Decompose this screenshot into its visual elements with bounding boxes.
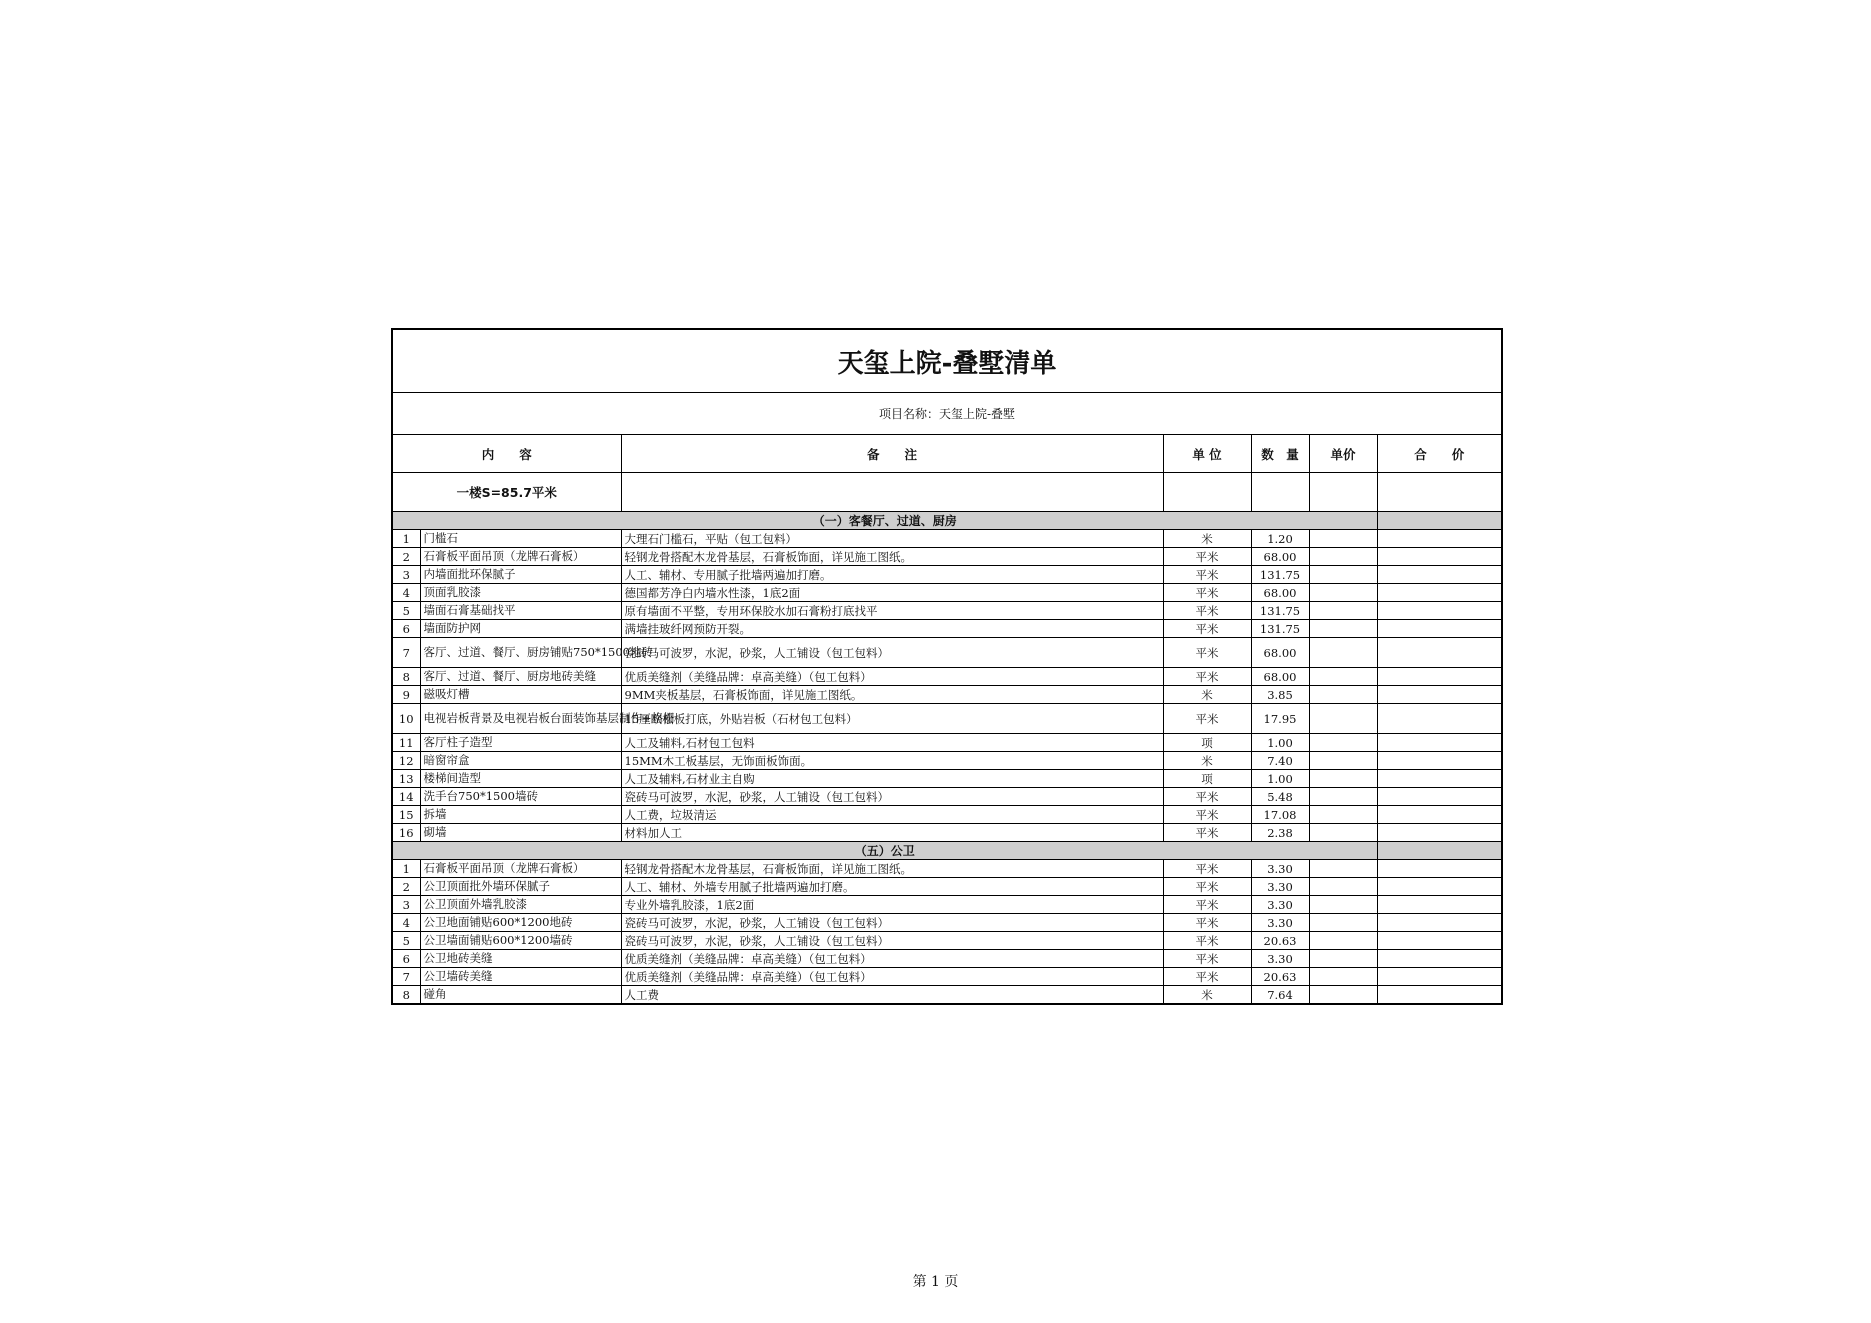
- row-remark: 15厘欧松板打底，外贴岩板（石材包工包料）: [621, 704, 1163, 734]
- row-number: 10: [392, 704, 420, 734]
- floor-unit-empty: [1163, 473, 1251, 512]
- row-content: 石膏板平面吊顶（龙牌石膏板）: [420, 548, 621, 566]
- row-total: [1377, 788, 1502, 806]
- row-unit: 平米: [1163, 584, 1251, 602]
- row-total: [1377, 860, 1502, 878]
- row-qty: 68.00: [1251, 548, 1309, 566]
- row-qty: 20.63: [1251, 968, 1309, 986]
- row-remark: 瓷砖马可波罗，水泥，砂浆，人工铺设（包工包料）: [621, 788, 1163, 806]
- table-row: [392, 620, 1502, 638]
- row-qty: 68.00: [1251, 668, 1309, 686]
- row-price: [1309, 968, 1377, 986]
- row-price: [1309, 686, 1377, 704]
- row-content: 公卫顶面外墙乳胶漆: [420, 896, 621, 914]
- section-header-row: [392, 512, 1502, 530]
- row-price: [1309, 860, 1377, 878]
- row-unit: 平米: [1163, 932, 1251, 950]
- quote-sheet-table: [391, 328, 1503, 1005]
- row-qty: 7.40: [1251, 752, 1309, 770]
- row-total: [1377, 530, 1502, 548]
- row-content: 墙面石膏基础找平: [420, 602, 621, 620]
- row-qty: 1.00: [1251, 770, 1309, 788]
- row-qty: 20.63: [1251, 932, 1309, 950]
- row-remark: 9MM夹板基层，石膏板饰面，详见施工图纸。: [621, 686, 1163, 704]
- row-number: 7: [392, 968, 420, 986]
- row-price: [1309, 566, 1377, 584]
- row-content: 洗手台750*1500墙砖: [420, 788, 621, 806]
- row-remark: 材料加人工: [621, 824, 1163, 842]
- row-qty: 3.30: [1251, 950, 1309, 968]
- row-unit: 平米: [1163, 704, 1251, 734]
- section-1-title: （一）客餐厅、过道、厨房: [392, 512, 1377, 530]
- row-content: 门槛石: [420, 530, 621, 548]
- row-number: 9: [392, 686, 420, 704]
- row-content: 客厅、过道、餐厅、厨房地砖美缝: [420, 668, 621, 686]
- row-remark: 轻钢龙骨搭配木龙骨基层，石膏板饰面，详见施工图纸。: [621, 548, 1163, 566]
- row-unit: 米: [1163, 752, 1251, 770]
- table-row: [392, 704, 1502, 734]
- floor-qty-empty: [1251, 473, 1309, 512]
- row-remark: 人工、辅材、外墙专用腻子批墙两遍加打磨。: [621, 878, 1163, 896]
- table-row: [392, 986, 1502, 1005]
- section-2-body: [392, 842, 1502, 1005]
- row-remark: 原有墙面不平整，专用环保胶水加石膏粉打底找平: [621, 602, 1163, 620]
- row-number: 3: [392, 566, 420, 584]
- row-unit: 平米: [1163, 638, 1251, 668]
- row-content: 内墙面批环保腻子: [420, 566, 621, 584]
- table-row: [392, 968, 1502, 986]
- row-unit: 平米: [1163, 566, 1251, 584]
- row-number: 7: [392, 638, 420, 668]
- row-price: [1309, 932, 1377, 950]
- column-header-row: [392, 435, 1502, 473]
- row-number: 16: [392, 824, 420, 842]
- row-number: 4: [392, 914, 420, 932]
- row-qty: 131.75: [1251, 602, 1309, 620]
- section-1-body: [392, 512, 1502, 842]
- row-remark: 瓷砖马可波罗，水泥，砂浆，人工铺设（包工包料）: [621, 932, 1163, 950]
- row-unit: 平米: [1163, 620, 1251, 638]
- page-footer: 第 1 页: [912, 1274, 959, 1290]
- row-qty: 17.08: [1251, 806, 1309, 824]
- section-2-blank: [1377, 842, 1502, 860]
- table-row: [392, 860, 1502, 878]
- row-price: [1309, 638, 1377, 668]
- row-total: [1377, 986, 1502, 1005]
- table-row: [392, 530, 1502, 548]
- row-content: 拆墙: [420, 806, 621, 824]
- row-price: [1309, 602, 1377, 620]
- row-number: 6: [392, 950, 420, 968]
- row-qty: 3.30: [1251, 878, 1309, 896]
- row-qty: 2.38: [1251, 824, 1309, 842]
- row-qty: 17.95: [1251, 704, 1309, 734]
- row-qty: 3.30: [1251, 896, 1309, 914]
- row-total: [1377, 914, 1502, 932]
- row-price: [1309, 668, 1377, 686]
- row-unit: 平米: [1163, 806, 1251, 824]
- row-total: [1377, 638, 1502, 668]
- row-content: 暗窗帘盒: [420, 752, 621, 770]
- row-content: 公卫地面铺贴600*1200地砖: [420, 914, 621, 932]
- row-unit: 项: [1163, 734, 1251, 752]
- floor-price-empty: [1309, 473, 1377, 512]
- row-total: [1377, 878, 1502, 896]
- row-number: 8: [392, 668, 420, 686]
- table-row: [392, 770, 1502, 788]
- row-number: 4: [392, 584, 420, 602]
- row-content: 客厅柱子造型: [420, 734, 621, 752]
- table-row: [392, 548, 1502, 566]
- row-total: [1377, 752, 1502, 770]
- table-row: [392, 584, 1502, 602]
- row-total: [1377, 734, 1502, 752]
- row-qty: 1.00: [1251, 734, 1309, 752]
- table-row: [392, 752, 1502, 770]
- row-remark: 优质美缝剂（美缝品牌：卓高美缝）（包工包料）: [621, 968, 1163, 986]
- row-unit: 平米: [1163, 896, 1251, 914]
- row-number: 15: [392, 806, 420, 824]
- row-number: 3: [392, 896, 420, 914]
- table-row: [392, 896, 1502, 914]
- row-remark: 专业外墙乳胶漆，1底2面: [621, 896, 1163, 914]
- header-unit: 单 位: [1163, 435, 1251, 473]
- row-content: 公卫地砖美缝: [420, 950, 621, 968]
- row-content: 墙面防护网: [420, 620, 621, 638]
- table-row: [392, 638, 1502, 668]
- row-remark: 15MM木工板基层，无饰面板饰面。: [621, 752, 1163, 770]
- row-remark: 德国都芳净白内墙水性漆，1底2面: [621, 584, 1163, 602]
- row-remark: 人工费，垃圾清运: [621, 806, 1163, 824]
- row-qty: 7.64: [1251, 986, 1309, 1005]
- row-unit: 平米: [1163, 950, 1251, 968]
- row-price: [1309, 914, 1377, 932]
- row-unit: 平米: [1163, 668, 1251, 686]
- row-number: 12: [392, 752, 420, 770]
- row-number: 6: [392, 620, 420, 638]
- row-total: [1377, 686, 1502, 704]
- row-price: [1309, 734, 1377, 752]
- row-remark: 人工及辅料,石材业主自购: [621, 770, 1163, 788]
- row-total: [1377, 932, 1502, 950]
- row-price: [1309, 806, 1377, 824]
- row-price: [1309, 584, 1377, 602]
- row-total: [1377, 548, 1502, 566]
- row-qty: 3.30: [1251, 860, 1309, 878]
- floor-remark-empty: [621, 473, 1163, 512]
- row-unit: 平米: [1163, 860, 1251, 878]
- header-total: 合 价: [1377, 435, 1502, 473]
- row-remark: 瓷砖马可波罗，水泥，砂浆，人工铺设（包工包料）: [621, 914, 1163, 932]
- table-row: [392, 950, 1502, 968]
- row-unit: 米: [1163, 530, 1251, 548]
- row-total: [1377, 704, 1502, 734]
- row-price: [1309, 620, 1377, 638]
- table-row: [392, 668, 1502, 686]
- row-total: [1377, 968, 1502, 986]
- header-content: 内 容: [392, 435, 621, 473]
- row-price: [1309, 752, 1377, 770]
- header-remark: 备 注: [621, 435, 1163, 473]
- row-remark: 人工、辅材、专用腻子批墙两遍加打磨。: [621, 566, 1163, 584]
- row-number: 2: [392, 548, 420, 566]
- row-total: [1377, 602, 1502, 620]
- header-qty: 数 量: [1251, 435, 1309, 473]
- row-price: [1309, 530, 1377, 548]
- floor-label: 一楼S=85.7平米: [392, 473, 621, 512]
- floor-row: [392, 473, 1502, 512]
- row-remark: 优质美缝剂（美缝品牌：卓高美缝）（包工包料）: [621, 950, 1163, 968]
- row-price: [1309, 986, 1377, 1005]
- row-qty: 68.00: [1251, 638, 1309, 668]
- row-unit: 平米: [1163, 602, 1251, 620]
- row-total: [1377, 806, 1502, 824]
- row-remark: 轻钢龙骨搭配木龙骨基层，石膏板饰面，详见施工图纸。: [621, 860, 1163, 878]
- row-total: [1377, 824, 1502, 842]
- header-price: 单价: [1309, 435, 1377, 473]
- row-price: [1309, 788, 1377, 806]
- row-price: [1309, 896, 1377, 914]
- row-price: [1309, 950, 1377, 968]
- table-row: [392, 686, 1502, 704]
- table-row: [392, 734, 1502, 752]
- row-unit: 平米: [1163, 788, 1251, 806]
- row-unit: 平米: [1163, 878, 1251, 896]
- row-number: 1: [392, 530, 420, 548]
- table-row: [392, 878, 1502, 896]
- table-row: [392, 914, 1502, 932]
- table-row: [392, 824, 1502, 842]
- row-unit: 米: [1163, 986, 1251, 1005]
- row-qty: 3.30: [1251, 914, 1309, 932]
- row-content: 砌墙: [420, 824, 621, 842]
- row-remark: 瓷砖马可波罗，水泥，砂浆，人工铺设（包工包料）: [621, 638, 1163, 668]
- section-header-row: [392, 842, 1502, 860]
- row-number: 14: [392, 788, 420, 806]
- sheet-title: 天玺上院-叠墅清单: [392, 329, 1502, 393]
- table-row: [392, 806, 1502, 824]
- row-content: 公卫墙砖美缝: [420, 968, 621, 986]
- row-total: [1377, 620, 1502, 638]
- row-content: 碰角: [420, 986, 621, 1005]
- row-content: 公卫墙面铺贴600*1200墙砖: [420, 932, 621, 950]
- row-unit: 项: [1163, 770, 1251, 788]
- row-unit: 平米: [1163, 914, 1251, 932]
- project-name-line: 项目名称：天玺上院-叠墅: [392, 393, 1502, 435]
- row-price: [1309, 770, 1377, 788]
- row-price: [1309, 878, 1377, 896]
- row-number: 2: [392, 878, 420, 896]
- row-qty: 1.20: [1251, 530, 1309, 548]
- row-qty: 131.75: [1251, 620, 1309, 638]
- table-row: [392, 932, 1502, 950]
- row-qty: 5.48: [1251, 788, 1309, 806]
- row-content: 磁吸灯槽: [420, 686, 621, 704]
- row-price: [1309, 824, 1377, 842]
- table-row: [392, 602, 1502, 620]
- row-remark: 人工及辅料,石材包工包料: [621, 734, 1163, 752]
- row-number: 8: [392, 986, 420, 1005]
- row-remark: 大理石门槛石，平贴（包工包料）: [621, 530, 1163, 548]
- section-1-blank: [1377, 512, 1502, 530]
- row-unit: 平米: [1163, 968, 1251, 986]
- row-content: 客厅、过道、餐厅、厨房铺贴750*1500地砖: [420, 638, 621, 668]
- floor-total-empty: [1377, 473, 1502, 512]
- row-remark: 优质美缝剂（美缝品牌：卓高美缝）（包工包料）: [621, 668, 1163, 686]
- row-total: [1377, 896, 1502, 914]
- row-qty: 131.75: [1251, 566, 1309, 584]
- row-unit: 平米: [1163, 824, 1251, 842]
- row-qty: 3.85: [1251, 686, 1309, 704]
- row-number: 5: [392, 602, 420, 620]
- row-number: 5: [392, 932, 420, 950]
- row-total: [1377, 584, 1502, 602]
- row-content: 公卫顶面批外墙环保腻子: [420, 878, 621, 896]
- row-content: 电视岩板背景及电视岩板台面装饰基层制作+格栅: [420, 704, 621, 734]
- row-price: [1309, 548, 1377, 566]
- row-content: 楼梯间造型: [420, 770, 621, 788]
- row-qty: 68.00: [1251, 584, 1309, 602]
- row-number: 1: [392, 860, 420, 878]
- row-total: [1377, 770, 1502, 788]
- row-total: [1377, 668, 1502, 686]
- section-2-title: （五）公卫: [392, 842, 1377, 860]
- table-row: [392, 566, 1502, 584]
- row-remark: 人工费: [621, 986, 1163, 1005]
- row-price: [1309, 704, 1377, 734]
- row-unit: 平米: [1163, 548, 1251, 566]
- table-row: [392, 788, 1502, 806]
- row-number: 13: [392, 770, 420, 788]
- row-number: 11: [392, 734, 420, 752]
- row-unit: 米: [1163, 686, 1251, 704]
- row-total: [1377, 566, 1502, 584]
- row-content: 石膏板平面吊顶（龙牌石膏板）: [420, 860, 621, 878]
- row-remark: 满墙挂玻纤网预防开裂。: [621, 620, 1163, 638]
- row-total: [1377, 950, 1502, 968]
- row-content: 顶面乳胶漆: [420, 584, 621, 602]
